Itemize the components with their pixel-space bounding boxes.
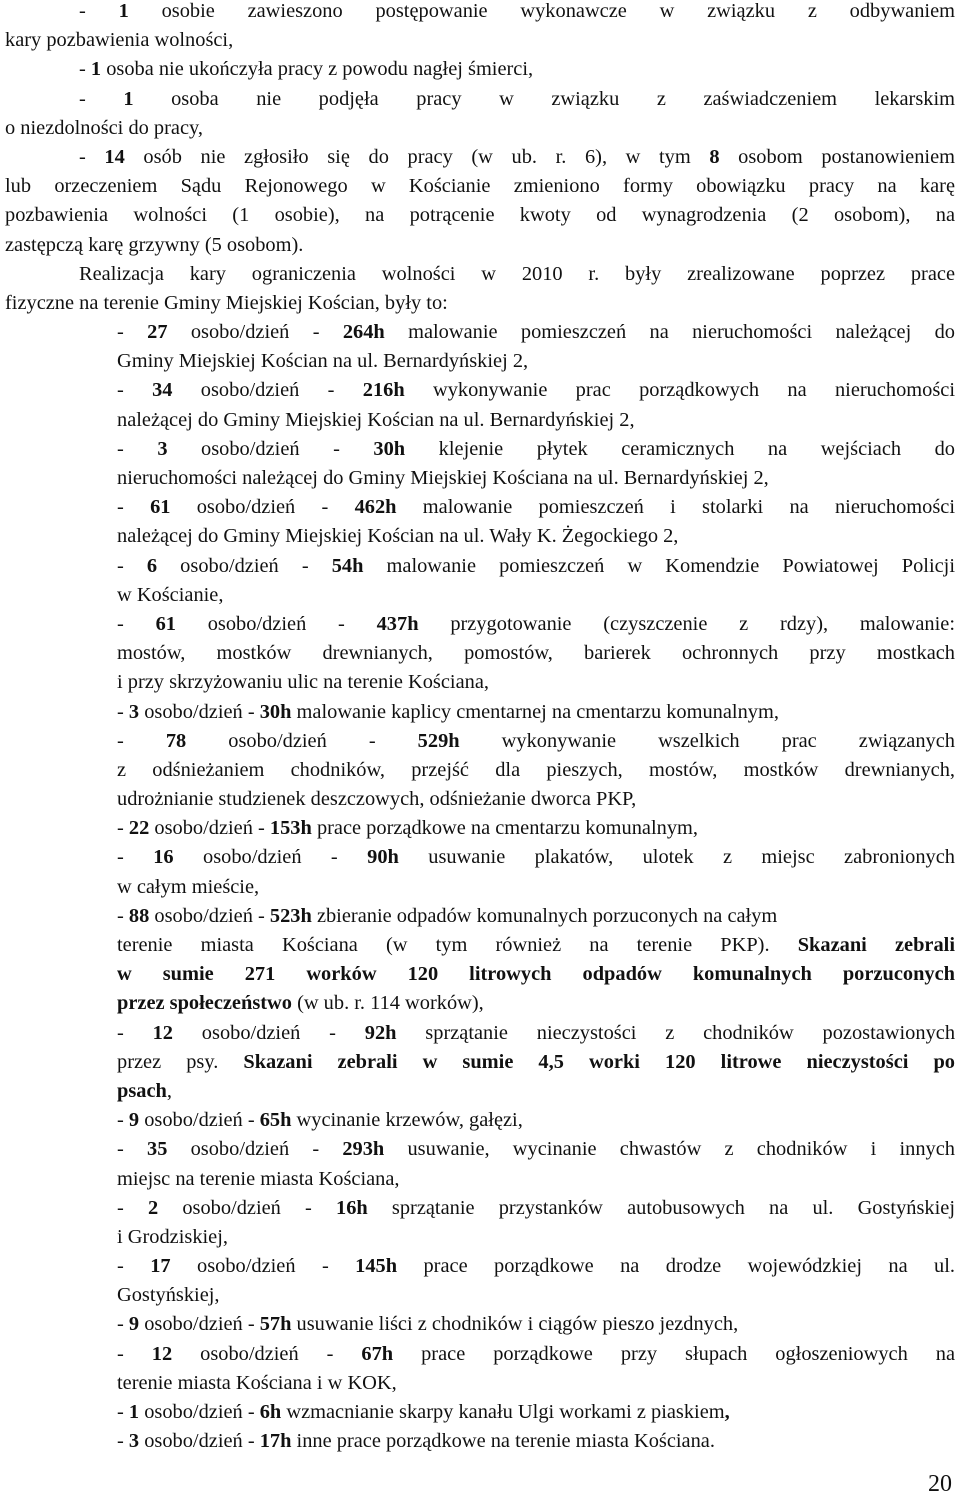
bold-text: 1 (118, 0, 129, 22)
bold-text: 6h (259, 1401, 282, 1423)
text-line (5, 989, 955, 1018)
text-segment: usuwanie, wycinanie chwastów z chodników i innych (384, 1138, 955, 1161)
text-segment: osobo/dzień - (167, 1138, 343, 1161)
text-segment: malowanie kaplicy cmentarnej na cmentarzu komunalnym, (291, 700, 779, 723)
page-number: 20 (928, 1471, 952, 1497)
bold-text: 67h (361, 1342, 394, 1365)
bold-text: 30h (373, 437, 406, 460)
text-line (5, 1194, 955, 1223)
bold-text: 9 (128, 1109, 140, 1132)
text-line (5, 1398, 955, 1427)
text-line (5, 1019, 955, 1048)
text-segment: osobo/dzień - (172, 1342, 362, 1365)
text-line (5, 785, 955, 814)
text-segment: i Grodziskiej, (117, 1225, 228, 1248)
bold-text: Skazani zebrali (797, 934, 955, 956)
text-segment: - (79, 0, 119, 22)
text-line (5, 0, 955, 26)
text-line (5, 231, 955, 260)
text-line (5, 1135, 955, 1164)
text-segment: - (117, 1196, 148, 1219)
text-segment: - (117, 321, 148, 344)
bold-text: 264h (342, 321, 385, 344)
text-line (5, 26, 955, 55)
bold-text: psach (117, 1079, 167, 1102)
text-segment: osobo/dzień - (149, 817, 270, 840)
bold-text: 22 (128, 817, 150, 840)
bold-text: Skazani zebrali w sumie 4,5 worki 120 litrowe nieczystości po (243, 1050, 955, 1073)
text-segment: lub orzeczeniem Sądu Rejonowego w Kościanie zmieniono formy obowiązku pracy na karę (5, 175, 955, 198)
bold-text: 90h (367, 846, 399, 869)
text-segment: - (117, 817, 129, 840)
text-line (5, 902, 955, 931)
text-segment: - (117, 437, 158, 460)
text-line (5, 318, 955, 347)
bold-text: 78 (165, 729, 187, 752)
text-segment: z odśnieżaniem chodników, przejść dla pieszych, mostów, mostków drewnianych, (117, 758, 955, 781)
bold-text: 1 (128, 1401, 140, 1423)
text-segment: osobo/dzień - (139, 1313, 260, 1336)
text-segment: osobom postanowieniem (719, 145, 956, 168)
bold-text: 3 (157, 437, 168, 460)
text-segment: osobo/dzień - (139, 1109, 260, 1132)
text-segment: - (117, 1021, 153, 1044)
text-segment: , (166, 1079, 172, 1102)
text-line (5, 610, 955, 639)
text-segment: wycinanie krzewów, gałęzi, (291, 1109, 523, 1132)
text-segment: w Kościanie, (117, 583, 224, 606)
text-segment: i przy skrzyżowaniu ulic na terenie Kościana, (117, 671, 489, 694)
text-line (5, 814, 955, 843)
text-line (5, 639, 955, 668)
text-segment: Gminy Miejskiej Kościan na ul. Bernardyńskiej 2, (117, 350, 529, 373)
text-line (5, 931, 955, 960)
text-segment: osobo/dzień - (173, 1021, 365, 1044)
bold-text: 65h (259, 1109, 292, 1132)
text-segment: osobo/dzień - (158, 1196, 336, 1219)
bold-text: 462h (354, 496, 397, 519)
bold-text: 437h (376, 612, 419, 635)
text-line (5, 289, 955, 318)
bold-text: 9 (128, 1313, 140, 1336)
text-segment: osobo/dzień - (139, 700, 260, 723)
text-segment: malowanie pomieszczeń na nieruchomości należącej do (384, 321, 955, 344)
bold-text: 153h (269, 817, 312, 840)
text-segment: terenie miasta Kościana i w KOK, (117, 1371, 397, 1394)
text-segment: nieruchomości należącej do Gminy Miejskiej Kościana na ul. Bernardyńskiej 2, (117, 467, 769, 489)
text-segment: - (117, 1342, 152, 1365)
text-segment: usuwanie liści z chodników i ciągów pieszo jezdnych, (291, 1313, 739, 1336)
bold-text: przez społeczeństwo (117, 992, 292, 1015)
text-segment: osobo/dzień - (172, 379, 363, 402)
text-segment: wykonywanie prac porządkowych na nieruchomości (404, 379, 956, 402)
text-segment: pozbawienia wolności (1 osobie), na potrącenie kwoty od wynagrodzenia (2 osobom), na (5, 204, 955, 227)
text-line (5, 1077, 955, 1106)
document-body (5, 0, 955, 1456)
bold-text: 8 (709, 145, 720, 168)
text-segment: Gostyńskiej, (117, 1284, 220, 1307)
text-segment: osobo/dzień - (175, 612, 377, 635)
bold-text: 17 (150, 1255, 171, 1278)
text-line (5, 843, 955, 872)
text-segment: osobo/dzień - (149, 904, 270, 927)
text-line (5, 435, 955, 464)
bold-text: 216h (362, 379, 405, 402)
text-segment: osobo/dzień - (170, 496, 355, 519)
text-segment: osobo/dzień - (173, 846, 368, 869)
text-segment: prace porządkowe na drodze wojewódzkiej na ul. (397, 1255, 955, 1278)
text-segment: osobo/dzień - (170, 1255, 356, 1278)
text-line (5, 55, 955, 84)
bold-text: 34 (152, 379, 173, 402)
text-segment: - (117, 1430, 129, 1453)
bold-text: 12 (152, 1021, 173, 1044)
text-segment: osoba nie podjęła pracy w związku z zaświadczeniem lekarskim (133, 87, 955, 110)
text-segment: należącej do Gminy Miejskiej Kościan na ul. Wały K. Żegockiego 2, (117, 525, 679, 548)
text-segment: miejsc na terenie miasta Kościana, (117, 1167, 400, 1190)
text-segment: - (79, 87, 124, 110)
text-line (5, 347, 955, 376)
text-line (5, 376, 955, 405)
text-segment: - (79, 58, 91, 81)
text-segment: klejenie płytek ceramicznych na wejściach do (405, 437, 955, 460)
text-segment: osoba nie ukończyła pracy z powodu nagłej śmierci, (101, 58, 534, 81)
bold-text: 529h (417, 729, 460, 752)
text-segment: - (117, 1255, 151, 1278)
text-segment: kary pozbawienia wolności, (5, 29, 234, 52)
bold-text: 54h (331, 554, 364, 577)
bold-text: 3 (128, 1430, 140, 1453)
bold-text: 523h (269, 904, 312, 927)
text-segment: osobo/dzień - (186, 729, 418, 752)
text-segment: sprzątanie przystanków autobusowych na ul. Gostyńskiej (367, 1196, 955, 1219)
text-line (5, 201, 955, 230)
text-line (5, 581, 955, 610)
bold-text: 6 (146, 554, 158, 577)
bold-text: 3 (128, 700, 140, 723)
text-segment: - (79, 145, 105, 168)
text-line (5, 85, 955, 114)
bold-text: 35 (147, 1138, 168, 1161)
bold-text: 16h (336, 1196, 368, 1219)
text-segment: fizyczne na terenie Gminy Miejskiej Kościan, były to: (5, 291, 448, 314)
bold-text: 17h (259, 1430, 292, 1453)
text-line (5, 522, 955, 551)
text-segment: - (117, 1138, 147, 1161)
text-segment: osobo/dzień - (167, 437, 374, 460)
text-line (5, 493, 955, 522)
text-segment: Realizacja kary ograniczenia wolności w 2010 r. były zrealizowane poprzez prace (79, 262, 955, 285)
text-segment: osobo/dzień - (167, 321, 343, 344)
text-segment: przygotowanie (czyszczenie z rdzy), malowanie: (418, 612, 955, 635)
text-segment: osobie zawieszono postępowanie wykonawcze w związku z odbywaniem (128, 0, 955, 22)
text-segment: (w ub. r. 114 worków), (291, 992, 484, 1015)
text-segment: sprzątanie nieczystości z chodników pozostawionych (396, 1021, 956, 1044)
text-segment: - (117, 1401, 129, 1423)
text-segment: o niezdolności do pracy, (5, 116, 203, 139)
text-segment: - (117, 904, 129, 927)
bold-text: 16 (153, 846, 174, 869)
text-line (5, 464, 955, 493)
bold-text: 1 (90, 58, 102, 81)
text-segment: osobo/dzień - (139, 1430, 260, 1453)
text-line (5, 1223, 955, 1252)
text-segment: mostów, mostków drewnianych, pomostów, barierek ochronnych przy mostkach (117, 642, 955, 665)
text-line (5, 406, 955, 435)
text-segment: malowanie pomieszczeń i stolarki na nieruchomości (396, 496, 956, 519)
bold-text: 61 (155, 612, 176, 635)
text-line (5, 114, 955, 143)
text-segment: - (117, 846, 154, 869)
text-line (5, 668, 955, 697)
text-line (5, 552, 955, 581)
text-segment: osób nie zgłosiło się do pracy (w ub. r. 6), w tym (124, 145, 710, 168)
text-line (5, 1252, 955, 1281)
text-segment: w całym mieście, (117, 875, 260, 898)
text-segment: malowanie pomieszczeń w Komendzie Powiatowej Policji (363, 554, 955, 577)
text-segment: - (117, 729, 166, 752)
text-segment: - (117, 1313, 129, 1336)
text-line (5, 756, 955, 785)
text-segment: osobo/dzień - (139, 1401, 260, 1423)
text-line (5, 1369, 955, 1398)
text-segment: osobo/dzień - (157, 554, 332, 577)
text-segment: - (117, 496, 151, 519)
bold-text: 14 (104, 145, 125, 168)
bold-text: 57h (259, 1313, 292, 1336)
bold-text: , (724, 1401, 730, 1423)
text-line (5, 172, 955, 201)
text-line (5, 260, 955, 289)
bold-text: 92h (364, 1021, 397, 1044)
bold-text: 88 (128, 904, 150, 927)
text-line (5, 1310, 955, 1339)
text-line (5, 1106, 955, 1135)
bold-text: 30h (259, 700, 292, 723)
text-segment: inne prace porządkowe na terenie miasta Kościana. (291, 1430, 715, 1453)
text-line (5, 698, 955, 727)
text-segment: - (117, 612, 156, 635)
text-segment: wzmacnianie skarpy kanału Ulgi workami z piaskiem (281, 1401, 725, 1423)
text-line (5, 1281, 955, 1310)
text-segment: prace porządkowe na cmentarzu komunalnym, (311, 817, 698, 840)
bold-text: w sumie 271 worków 120 litrowych odpadów komunalnych porzuconych (117, 963, 955, 986)
bold-text: 145h (355, 1255, 398, 1278)
text-segment: - (117, 554, 147, 577)
text-line (5, 1048, 955, 1077)
text-line (5, 143, 955, 172)
bold-text: 27 (147, 321, 168, 344)
text-line (5, 1427, 955, 1456)
text-segment: terenie miasta Kościana (w tym również na terenie PKP). (117, 934, 798, 956)
text-segment: przez psy. (117, 1050, 244, 1073)
text-line (5, 727, 955, 756)
text-line (5, 1340, 955, 1369)
text-segment: - (117, 379, 153, 402)
text-segment: zastępczą karę grzywny (5 osobom). (5, 233, 304, 256)
text-segment: należącej do Gminy Miejskiej Kościan na ul. Bernardyńskiej 2, (117, 408, 635, 431)
text-line (5, 960, 955, 989)
text-segment: wykonywanie wszelkich prac związanych (459, 729, 955, 752)
text-segment: - (117, 700, 129, 723)
bold-text: 2 (147, 1196, 159, 1219)
bold-text: 293h (342, 1138, 385, 1161)
text-segment: zbieranie odpadów komunalnych porzuconych na całym (311, 904, 778, 927)
text-segment: usuwanie plakatów, ulotek z miejsc zabronionych (398, 846, 955, 869)
text-segment: prace porządkowe przy słupach ogłoszeniowych na (393, 1342, 956, 1365)
bold-text: 1 (123, 87, 134, 110)
text-line (5, 1165, 955, 1194)
text-segment: udrożnianie studzienek deszczowych, odśnieżanie dworca PKP, (117, 788, 637, 811)
bold-text: 12 (151, 1342, 173, 1365)
text-segment: - (117, 1109, 129, 1132)
text-line (5, 873, 955, 902)
bold-text: 61 (150, 496, 171, 519)
